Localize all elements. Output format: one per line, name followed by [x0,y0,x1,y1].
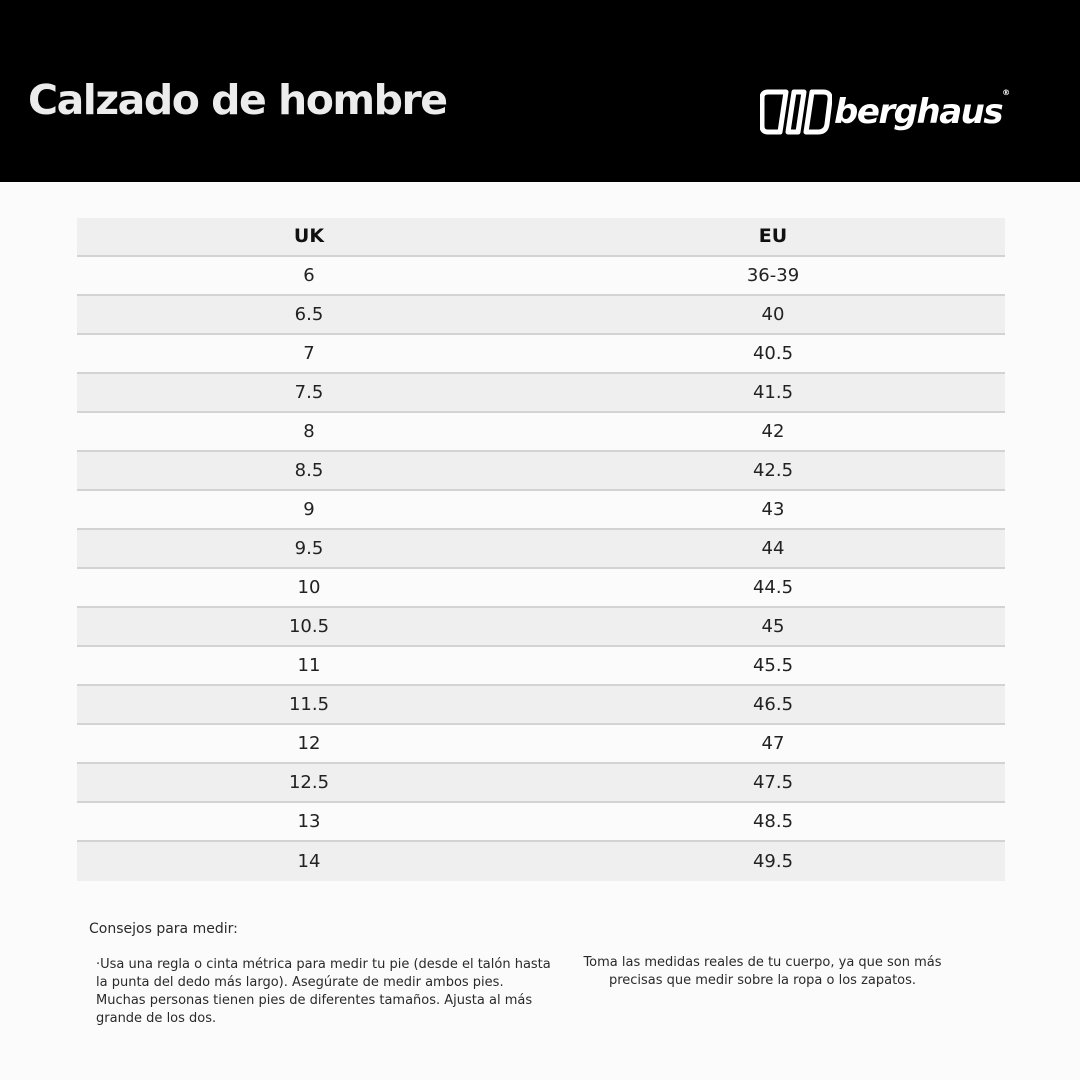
table-row [77,647,1005,686]
eu-size-cell: 42 [761,421,785,442]
eu-size-cell: 40.5 [752,343,794,364]
uk-size-cell: 8.5 [294,460,324,481]
table-row [77,725,1005,764]
table-row [77,686,1005,725]
uk-size-cell: 12 [297,733,321,754]
uk-size-cell: 9.5 [294,538,324,559]
uk-size-cell: 13 [297,811,321,832]
brand-logo [760,86,1011,136]
table-row [77,296,1005,335]
eu-size-cell: 43 [761,499,785,520]
table-row [77,569,1005,608]
table-row [77,608,1005,647]
eu-size-cell: 42.5 [752,460,794,481]
uk-size-cell: 6 [303,265,315,286]
eu-size-cell: 48.5 [752,811,794,832]
table-row [77,374,1005,413]
brand-wordmark [834,87,1011,137]
header-banner [0,0,1080,182]
tip-left-text: ·Usa una regla o cinta métrica para medir tu pie (desde el talón hasta la punta del dedo más largo). Asegúrate de medir ambos pies. Muchas personas tienen pies de diferentes tamaños. Ajusta al más grande de los dos. [96,957,551,1026]
uk-size-cell: 12.5 [288,772,330,793]
eu-size-cell: 40 [761,304,785,325]
eu-size-cell: 44 [761,538,785,559]
registered-mark: ® [1002,88,1011,97]
table-row [77,335,1005,374]
eu-size-cell: 45.5 [752,655,794,676]
eu-size-cell: 36-39 [746,265,800,286]
uk-size-cell: 11.5 [288,694,330,715]
uk-size-cell: 10 [297,577,321,598]
table-row [77,491,1005,530]
column-header-uk: UK [293,225,325,247]
table-row [77,803,1005,842]
tips-title: Consejos para medir: [89,921,238,937]
eu-size-cell: 46.5 [752,694,794,715]
table-row [77,842,1005,881]
uk-size-cell: 7.5 [294,382,324,403]
eu-size-cell: 49.5 [752,851,794,872]
column-header-eu: EU [758,225,788,247]
table-body [77,257,1005,881]
uk-size-cell: 7 [303,343,315,364]
eu-size-cell: 47.5 [752,772,794,793]
berghaus-logo-icon [760,86,832,136]
table-header-row [77,218,1005,257]
page-title: Calzado de hombre [28,76,447,124]
eu-size-cell: 47 [761,733,785,754]
tip-right-text: Toma las medidas reales de tu cuerpo, ya que son más precisas que medir sobre la ropa o los zapatos. [583,955,942,988]
uk-size-cell: 8 [303,421,315,442]
eu-size-cell: 44.5 [752,577,794,598]
table-row [77,257,1005,296]
table-row [77,413,1005,452]
uk-size-cell: 14 [297,851,321,872]
table-row [77,452,1005,491]
eu-size-cell: 41.5 [752,382,794,403]
table-row [77,764,1005,803]
brand-name: berghaus [834,92,1003,132]
uk-size-cell: 11 [297,655,321,676]
uk-size-cell: 10.5 [288,616,330,637]
table-row [77,530,1005,569]
eu-size-cell: 45 [761,616,785,637]
size-table [77,218,1005,881]
uk-size-cell: 6.5 [294,304,324,325]
uk-size-cell: 9 [303,499,315,520]
